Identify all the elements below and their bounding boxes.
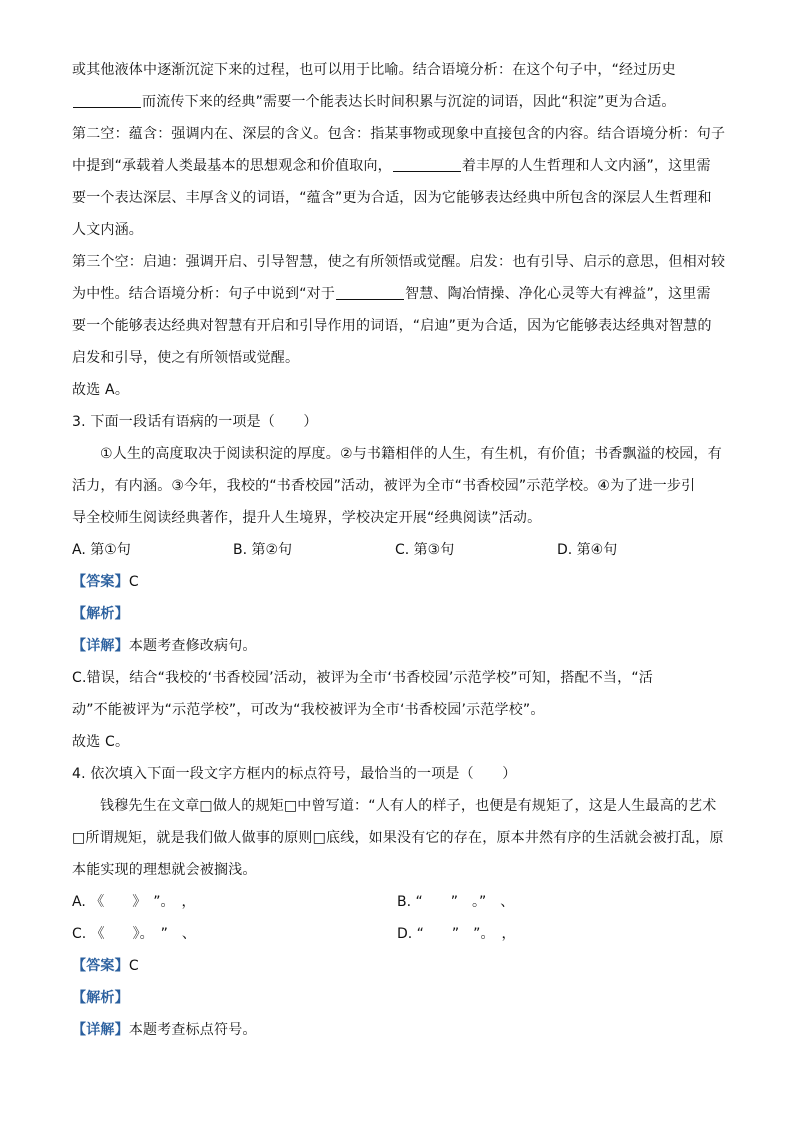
q4-analysis-tag: 【解析】 — [72, 990, 129, 1006]
answer-tag: 【答案】 — [72, 958, 129, 974]
detail-tag: 【详解】 — [72, 638, 129, 654]
fill-blank — [393, 157, 461, 172]
q3-option-b: B. 第②句 — [233, 542, 293, 558]
q2-analysis-line: 人文内涵。 — [72, 222, 143, 238]
q4-option-a: A. 《 》 ”。 ， — [72, 894, 196, 910]
q4-answer: 【答案】C — [72, 958, 139, 974]
q3-explain-line: 动”不能被评为“示范学校”，可改为“我校被评为全市‘书香校园’示范学校”。 — [72, 702, 545, 718]
q3-conclusion: 故选 C。 — [72, 734, 130, 750]
q2-analysis-line: 或其他液体中逐渐沉淀下来的过程，也可以用于比喻。结合语境分析：在这个句子中，“经过历史 — [72, 62, 676, 78]
q2-analysis-line: 而流传下来的经典”需要一个能表达长时间积累与沉淀的词语，因此“积淀”更为合适。 — [72, 92, 676, 112]
q3-passage-line: 导全校师生阅读经典著作，提升人生境界，学校决定开展“经典阅读”活动。 — [72, 510, 542, 526]
q3-analysis-tag: 【解析】 — [72, 606, 129, 622]
q3-passage-line: ①人生的高度取决于阅读积淀的厚度。②与书籍相伴的人生，有生机，有价值；书香飘溢的校园，有 — [100, 446, 722, 462]
q3-stem: 3. 下面一段话有语病的一项是（ ） — [72, 414, 318, 430]
q3-passage-line: 活力，有内涵。③今年，我校的“书香校园”活动，被评为全市“书香校园”示范学校。④为了进一步引 — [72, 478, 696, 494]
q4-option-c: C. 《 》。 ” 、 — [72, 926, 196, 942]
q4-passage-line: □所谓规矩，就是我们做人做事的原则□底线，如果没有它的存在，原本井然有序的生活就会被打乱，原 — [72, 830, 724, 846]
q3-option-c: C. 第③句 — [395, 542, 455, 558]
fill-blank — [73, 93, 141, 108]
q4-passage-line: 本能实现的理想就会被搁浅。 — [72, 862, 257, 878]
q4-detail: 【详解】本题考查标点符号。 — [72, 1022, 257, 1038]
fill-blank — [336, 285, 404, 300]
q3-option-a: A. 第①句 — [72, 542, 131, 558]
answer-tag: 【答案】 — [72, 574, 129, 590]
q2-analysis-line: 中提到“承载着人类最基本的思想观念和价值取向， 着丰厚的人生哲理和人文内涵”，这里需 — [72, 158, 711, 174]
q3-answer: 【答案】C — [72, 574, 139, 590]
q3-option-d: D. 第④句 — [557, 542, 618, 558]
q2-conclusion: 故选 A。 — [72, 382, 130, 398]
q4-stem: 4. 依次填入下面一段文字方框内的标点符号，最恰当的一项是（ ） — [72, 766, 517, 782]
q2-analysis-line: 要一个表达深层、丰厚含义的词语，“蕴含”更为合适，因为它能够表达经典中所包含的深层人生哲理和 — [72, 190, 712, 206]
q4-passage-line: 钱穆先生在文章□做人的规矩□中曾写道：“人有人的样子，也便是有规矩了，这是人生最高的艺术 — [100, 798, 717, 814]
q2-analysis-line: 为中性。结合语境分析：句子中说到“对于 智慧、陶冶情操、净化心灵等大有裨益”，这里需 — [72, 286, 711, 302]
q2-analysis-line: 启发和引导，使之有所领悟或觉醒。 — [72, 350, 300, 366]
q2-analysis-line: 要一个能够表达经典对智慧有开启和引导作用的词语，“启迪”更为合适，因为它能够表达经典对智慧的 — [72, 318, 712, 334]
q2-analysis-line: 第三个空：启迪：强调开启、引导智慧，使之有所领悟或觉醒。启发：也有引导、启示的意思，但相对较 — [72, 254, 726, 270]
q4-option-d: D. “ ” ”。 ， — [397, 926, 516, 942]
q3-detail: 【详解】本题考查修改病句。 — [72, 638, 257, 654]
q4-option-b: B. “ ” 。” 、 — [397, 894, 515, 910]
detail-tag: 【详解】 — [72, 1022, 129, 1038]
q2-analysis-line: 第二空：蕴含：强调内在、深层的含义。包含：指某事物或现象中直接包含的内容。结合语境分析：句子 — [72, 126, 726, 142]
q3-explain-line: C.错误，结合“我校的‘书香校园’活动，被评为全市‘书香校园’示范学校”可知，搭配不当，“活 — [72, 670, 653, 686]
